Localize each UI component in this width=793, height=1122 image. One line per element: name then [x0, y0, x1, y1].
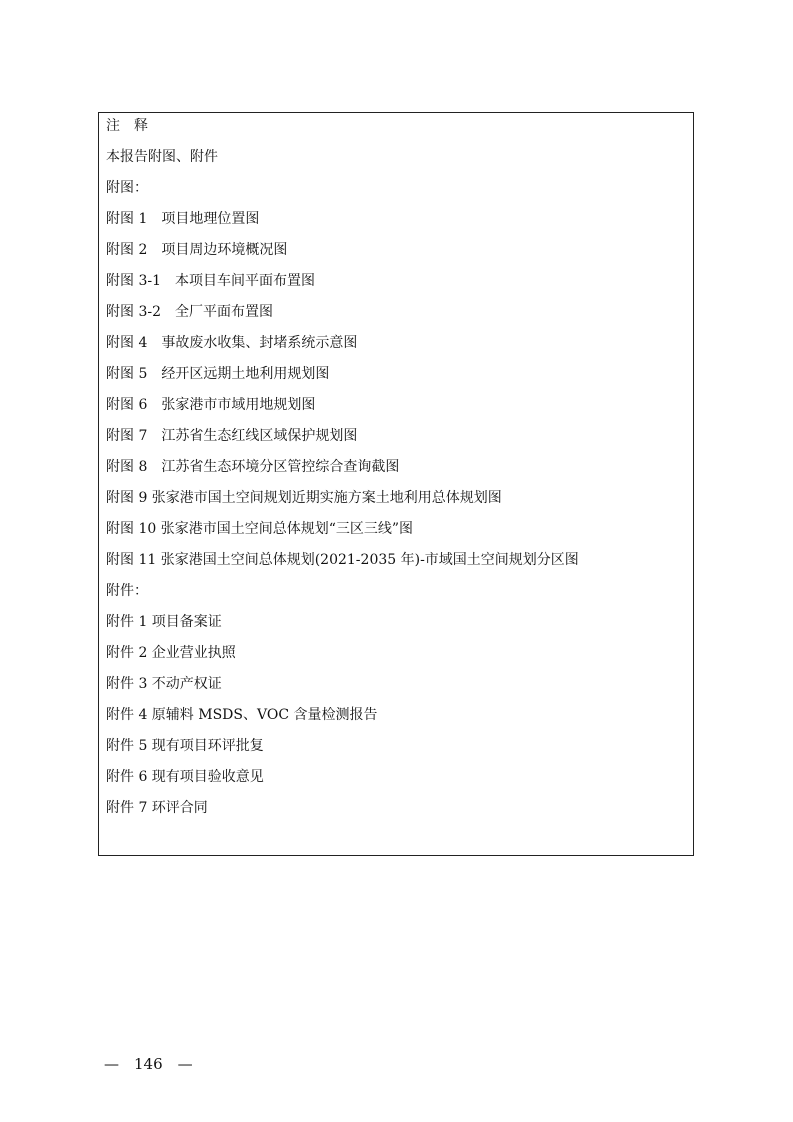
- note-title: 注 释: [106, 118, 148, 134]
- attachment-item: 附件 3 不动产权证: [106, 676, 222, 692]
- attachment-item: 附件 5 现有项目环评批复: [106, 738, 264, 754]
- figure-item: 附图 4 事故废水收集、封堵系统示意图: [106, 335, 358, 351]
- figure-item: 附图 1 项目地理位置图: [106, 211, 260, 227]
- figure-item: 附图 5 经开区远期土地利用规划图: [106, 366, 330, 382]
- attachment-item: 附件 7 环评合同: [106, 800, 208, 816]
- figure-item: 附图 6 张家港市市域用地规划图: [106, 397, 316, 413]
- note-intro: 本报告附图、附件: [106, 149, 218, 165]
- attachment-item: 附件 2 企业营业执照: [106, 645, 236, 661]
- figure-item: 附图 10 张家港市国土空间总体规划“三区三线”图: [106, 521, 414, 537]
- attachment-item: 附件 6 现有项目验收意见: [106, 769, 264, 785]
- figure-item: 附图 11 张家港国土空间总体规划(2021-2035 年)-市域国土空间规划分区图: [106, 552, 579, 568]
- figure-item: 附图 3-2 全厂平面布置图: [106, 304, 273, 320]
- attachment-item: 附件 1 项目备案证: [106, 614, 222, 630]
- figure-item: 附图 9 张家港市国土空间规划近期实施方案土地利用总体规划图: [106, 490, 502, 506]
- attachments-heading: 附件：: [106, 583, 148, 599]
- figures-heading: 附图：: [106, 180, 148, 196]
- figure-item: 附图 2 项目周边环境概况图: [106, 242, 288, 258]
- page-number: — 146 —: [104, 1055, 193, 1073]
- attachment-item: 附件 4 原辅料 MSDS、VOC 含量检测报告: [106, 707, 378, 723]
- figure-item: 附图 7 江苏省生态红线区域保护规划图: [106, 428, 358, 444]
- figure-item: 附图 3-1 本项目车间平面布置图: [106, 273, 315, 289]
- figure-item: 附图 8 江苏省生态环境分区管控综合查询截图: [106, 459, 400, 475]
